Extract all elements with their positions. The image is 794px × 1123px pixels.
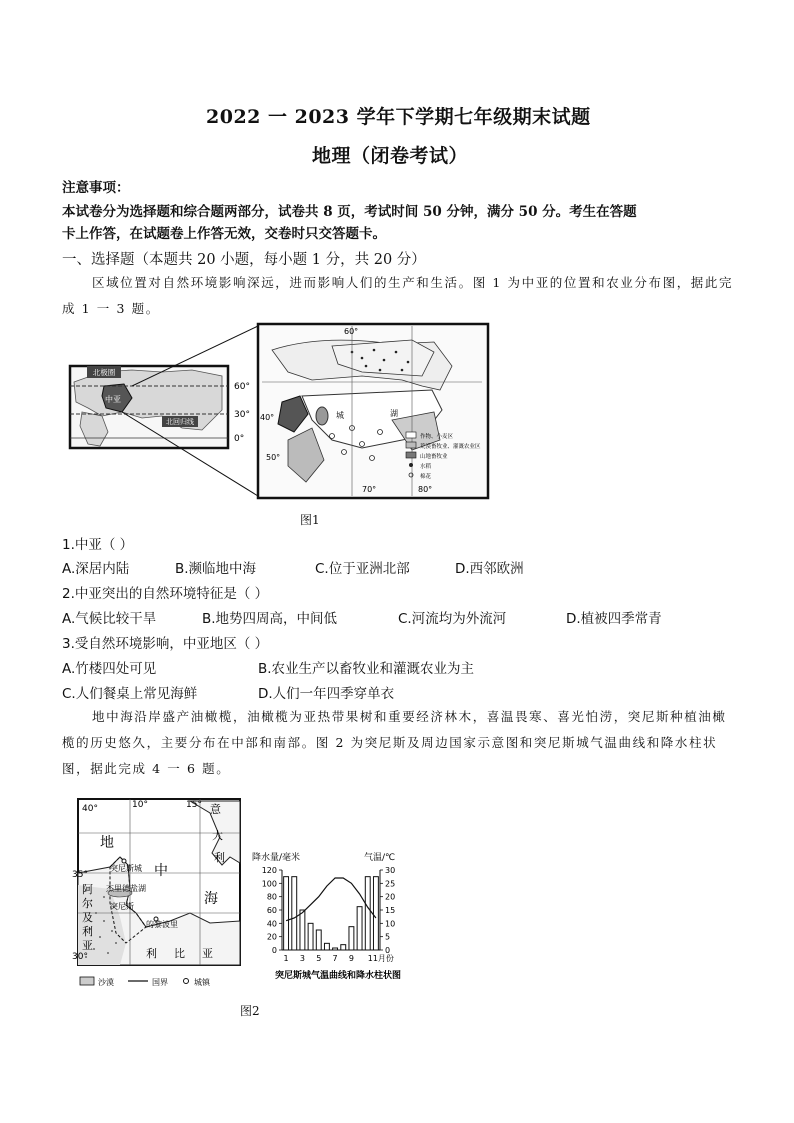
precipitation-bar bbox=[341, 945, 346, 950]
right-tick-label: 15 bbox=[385, 906, 396, 915]
question-3-stem: 3.受自然环境影响，中亚地区（ ） bbox=[62, 636, 269, 652]
climate-chart bbox=[250, 850, 430, 985]
right-tick-label: 0 bbox=[385, 946, 391, 955]
libya-char-3: 亚 bbox=[202, 947, 213, 960]
notice-line-2: 卡上作答，在试题卷上作答无效，交卷时只交答题卡。 bbox=[62, 226, 386, 242]
left-tick-label: 60 bbox=[266, 906, 277, 915]
figure-1-caption: 图1 bbox=[300, 513, 320, 527]
question-3-option-b: B.农业生产以畜牧业和灌溉农业为主 bbox=[258, 661, 475, 677]
question-2-option-c: C.河流均为外流河 bbox=[398, 611, 507, 627]
map-lat-40: 40° bbox=[82, 804, 98, 814]
map-lat-30: 30° bbox=[72, 952, 88, 962]
question-1-option-d: D.西邻欧洲 bbox=[455, 561, 524, 577]
left-tick-label: 40 bbox=[266, 919, 277, 929]
map-lat-35: 35° bbox=[72, 870, 88, 880]
x-tick-label: 11月份 bbox=[367, 954, 394, 963]
lon-60-label: 60° bbox=[344, 327, 359, 336]
right-tick-label: 30 bbox=[385, 866, 396, 875]
tripoli-label: 的黎波里 bbox=[146, 920, 178, 929]
algeria-char-5: 亚 bbox=[82, 939, 93, 952]
arctic-circle-label: 北极圈 bbox=[92, 368, 116, 377]
left-tick-label: 80 bbox=[266, 892, 277, 902]
x-tick-label: 5 bbox=[316, 954, 322, 963]
chart-title: 突尼斯城气温曲线和降水柱状图 bbox=[274, 971, 402, 981]
lat-60-label: 60° bbox=[234, 382, 250, 392]
italy-char-3: 利 bbox=[214, 851, 225, 864]
tunis-city-label: 突尼斯城 bbox=[110, 864, 142, 873]
question-3-option-d: D.人们一年四季穿单衣 bbox=[258, 686, 395, 702]
section-heading: 一、选择题（本题共 20 小题，每小题 1 分，共 20 分） bbox=[62, 252, 426, 268]
lat-0-label: 0° bbox=[234, 434, 245, 444]
lat-30-label: 30° bbox=[234, 410, 250, 420]
figure-2-map bbox=[70, 793, 250, 993]
map-lon-10: 10° bbox=[132, 800, 148, 810]
exam-title: 2022 一 2023 学年下学期七年级期末试题 bbox=[206, 106, 591, 128]
notice-line-1: 本试卷分为选择题和综合题两部分，试卷共 8 页，考试时间 50 分钟，满分 50 分。考生在答题 bbox=[62, 204, 637, 220]
left-tick-label: 120 bbox=[261, 866, 277, 875]
passage-1: 区域位置对自然环境影响深远，进而影响人们的生产和生活。图 1 为中亚的位置和农业分布图，据此完成 1 一 3 题。 bbox=[62, 275, 734, 316]
right-tick-label: 5 bbox=[385, 932, 391, 942]
map-lon-15: 15° bbox=[186, 800, 202, 810]
passage-2: 地中海沿岸盛产油橄榄，油橄榄为亚热带果树和重要经济林木，喜温畏寒、喜光怕涝，突尼斯种植油橄榄的历史悠久，主要分布在中部和南部。图 2 为突尼斯及周边国家示意图和突尼斯城气温曲线和降水柱状图，据此完成 4 一 6 题。 bbox=[62, 709, 727, 776]
precipitation-bar bbox=[333, 948, 338, 950]
lon-50-label: 50° bbox=[266, 453, 281, 462]
algeria-char-3: 及 bbox=[82, 911, 93, 924]
left-tick-label: 100 bbox=[261, 879, 277, 889]
legend-item-cotton: 棉花 bbox=[420, 474, 432, 480]
libya-char-1: 利 bbox=[146, 947, 157, 960]
sea-char-3: 海 bbox=[204, 891, 218, 907]
figure-2-caption: 图2 bbox=[240, 1004, 260, 1018]
lake-label: 湖 bbox=[390, 409, 398, 418]
central-asia-label: 中亚 bbox=[105, 395, 121, 404]
x-tick-label: 7 bbox=[332, 954, 338, 963]
precipitation-bar bbox=[284, 877, 289, 950]
precipitation-bar bbox=[373, 877, 378, 950]
legend-item-crop: 作物、小麦区 bbox=[420, 434, 454, 440]
precipitation-bar bbox=[300, 910, 305, 950]
chart-ylabel-right: 气温/℃ bbox=[364, 853, 396, 863]
right-tick-label: 20 bbox=[385, 892, 396, 902]
precipitation-bar bbox=[365, 877, 370, 950]
left-tick-label: 0 bbox=[271, 946, 277, 955]
notice-label: 注意事项： bbox=[62, 180, 130, 196]
lon-70-label: 70° bbox=[362, 485, 377, 494]
question-2-option-b: B.地势四周高，中间低 bbox=[202, 611, 338, 627]
question-3-option-c: C.人们餐桌上常见海鲜 bbox=[62, 686, 198, 702]
sea-char-2: 中 bbox=[154, 863, 168, 879]
legend-desert: 沙漠 bbox=[98, 978, 114, 987]
exam-subtitle: 地理（闭卷考试） bbox=[312, 145, 469, 167]
question-2-option-d: D.植被四季常青 bbox=[566, 611, 662, 627]
algeria-char-4: 利 bbox=[82, 925, 93, 938]
precipitation-bar bbox=[292, 877, 297, 950]
precipitation-bar bbox=[357, 907, 362, 950]
left-tick-label: 20 bbox=[266, 932, 277, 942]
x-tick-label: 9 bbox=[348, 954, 354, 963]
precipitation-bar bbox=[324, 943, 329, 950]
lake-jerid-label: 杰里德盐湖 bbox=[106, 884, 146, 893]
city-label: 城 bbox=[336, 411, 344, 420]
precipitation-bar bbox=[349, 927, 354, 950]
right-tick-label: 10 bbox=[385, 919, 396, 929]
precipitation-bar bbox=[308, 923, 313, 950]
question-1-option-c: C.位于亚洲北部 bbox=[315, 561, 410, 577]
right-tick-label: 25 bbox=[385, 879, 396, 889]
tropic-label: 北回归线 bbox=[166, 418, 194, 426]
question-2-option-a: A.气候比较干旱 bbox=[62, 611, 157, 627]
question-1-stem: 1.中亚（ ） bbox=[62, 537, 134, 553]
algeria-char-2: 尔 bbox=[82, 897, 93, 910]
question-1-option-b: B.濒临地中海 bbox=[175, 561, 257, 577]
sea-char-1: 地 bbox=[100, 835, 114, 851]
libya-char-2: 比 bbox=[174, 947, 185, 960]
legend-item-rice: 水稻 bbox=[420, 464, 432, 470]
question-3-option-a: A.竹楼四处可见 bbox=[62, 661, 157, 677]
italy-char-1: 意 bbox=[210, 803, 221, 816]
lon-80-label: 80° bbox=[418, 485, 433, 494]
x-tick-label: 3 bbox=[299, 954, 305, 963]
italy-char-2: 大 bbox=[212, 829, 223, 842]
legend-item-desert: 荒漠畜牧业、灌溉农业区 bbox=[420, 444, 481, 450]
figure-1-map bbox=[62, 320, 502, 505]
legend-item-mountain: 山地畜牧业 bbox=[420, 454, 448, 460]
precipitation-bar bbox=[316, 930, 321, 950]
lon-40-label: 40° bbox=[260, 413, 275, 422]
x-tick-label: 1 bbox=[283, 954, 289, 963]
legend-border: 国界 bbox=[152, 978, 168, 987]
tunisia-label: 突尼斯 bbox=[110, 902, 134, 911]
algeria-char-1: 阿 bbox=[82, 883, 93, 896]
question-2-stem: 2.中亚突出的自然环境特征是（ ） bbox=[62, 586, 269, 602]
question-1-option-a: A.深居内陆 bbox=[62, 561, 130, 577]
chart-ylabel-left: 降水量/毫米 bbox=[252, 853, 301, 863]
legend-town: 城镇 bbox=[194, 978, 210, 987]
